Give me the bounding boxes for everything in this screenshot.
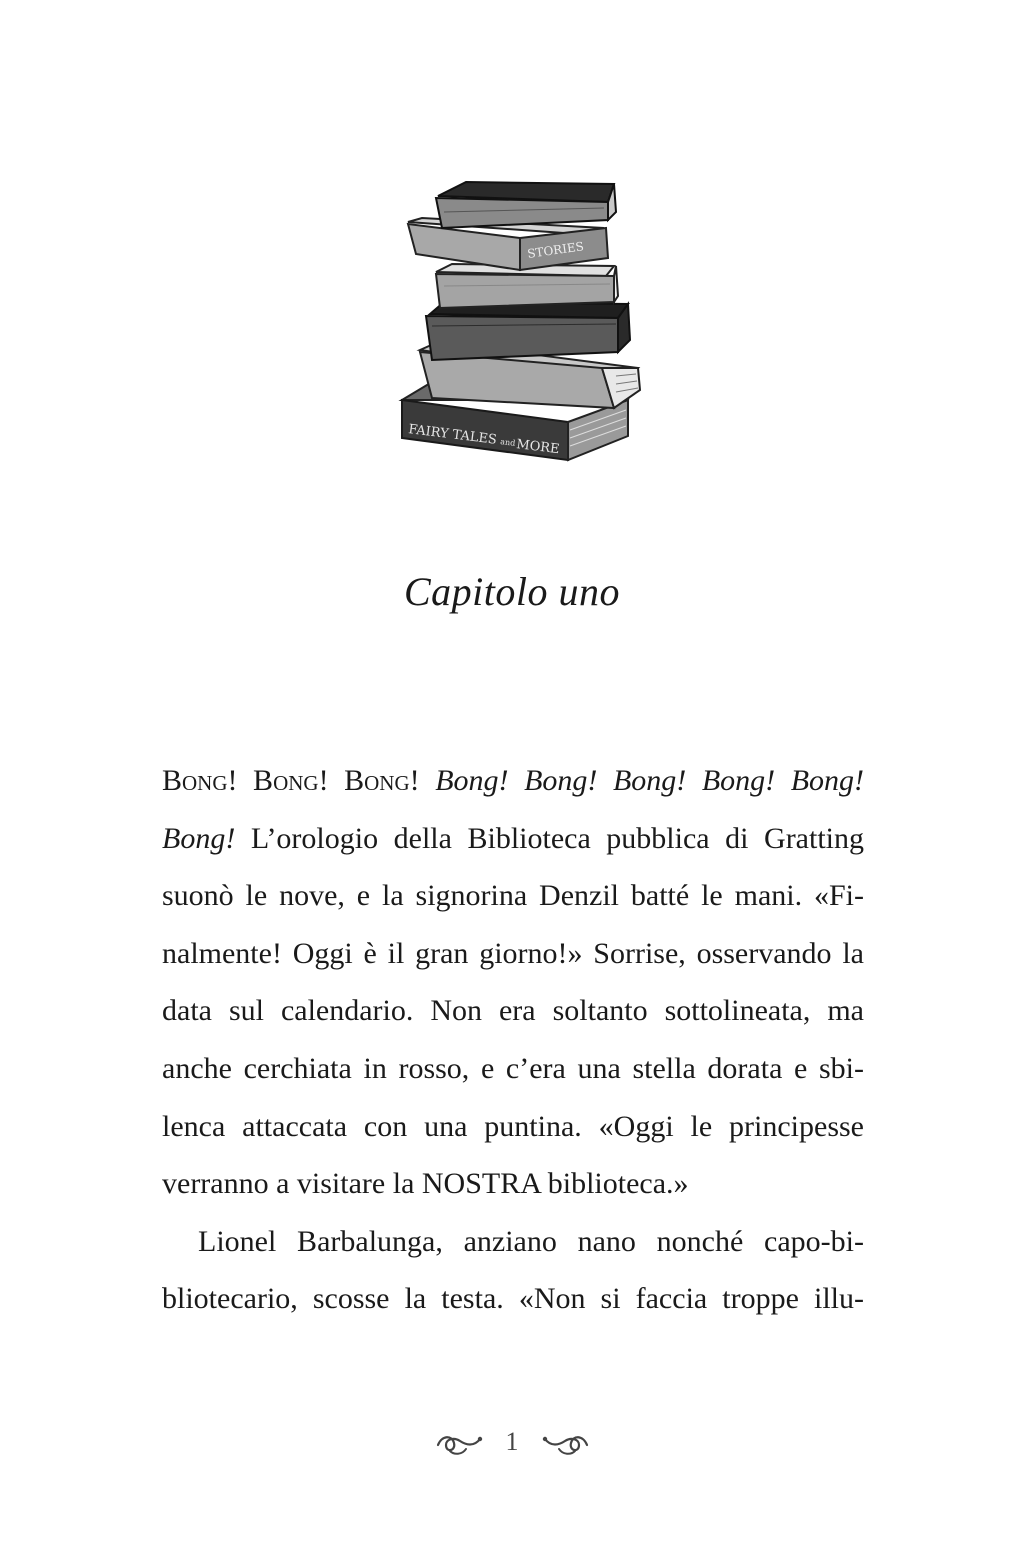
book-stack-illustration — [392, 168, 652, 468]
book-label-more: MORE — [515, 437, 561, 458]
text-line-2: Bong! L’orologio della Biblioteca pubblica di Gratting — [162, 821, 864, 855]
page-footer — [0, 1420, 1024, 1464]
text-line-9: Lionel Barbalunga, anziano nano nonché capo-bi- — [198, 1224, 864, 1258]
text-line-1: Bong! Bong! Bong! Bong! Bong! Bong! Bong! Bong! — [162, 764, 865, 797]
text-line-8: verranno a visitare la NOSTRA biblioteca.» — [162, 1167, 689, 1201]
book-label-stories: STORIES — [526, 239, 585, 261]
text-line-10: bliotecario, scosse la testa. «Non si faccia troppe illu- — [162, 1282, 864, 1316]
text-line-4: nalmente! Oggi è il gran giorno!» Sorrise, osservando la — [162, 936, 864, 970]
page-number: 1 — [505, 1427, 519, 1456]
book-top — [436, 182, 616, 228]
chapter-title: Capitolo uno — [403, 569, 621, 614]
text-line-5: data sul calendario. Non era soltanto sottolineata, ma — [162, 994, 864, 1028]
book-label-fairy-tales: FAIRY TALES — [407, 422, 498, 448]
text-line-6: anche cerchiata in rosso, e c’era una stella dorata e sbi- — [162, 1051, 864, 1085]
book-3 — [436, 264, 618, 308]
book-label-and: and — [499, 437, 516, 448]
text-line-7: lenca attaccata con una puntina. «Oggi le principesse — [162, 1109, 864, 1143]
ornament-left-icon — [434, 1427, 486, 1457]
ornament-right-icon — [539, 1427, 591, 1457]
text-line-3: suonò le nove, e la signorina Denzil batté le mani. «Fi- — [162, 879, 864, 913]
book-4 — [426, 302, 630, 360]
body-text — [162, 752, 864, 1328]
